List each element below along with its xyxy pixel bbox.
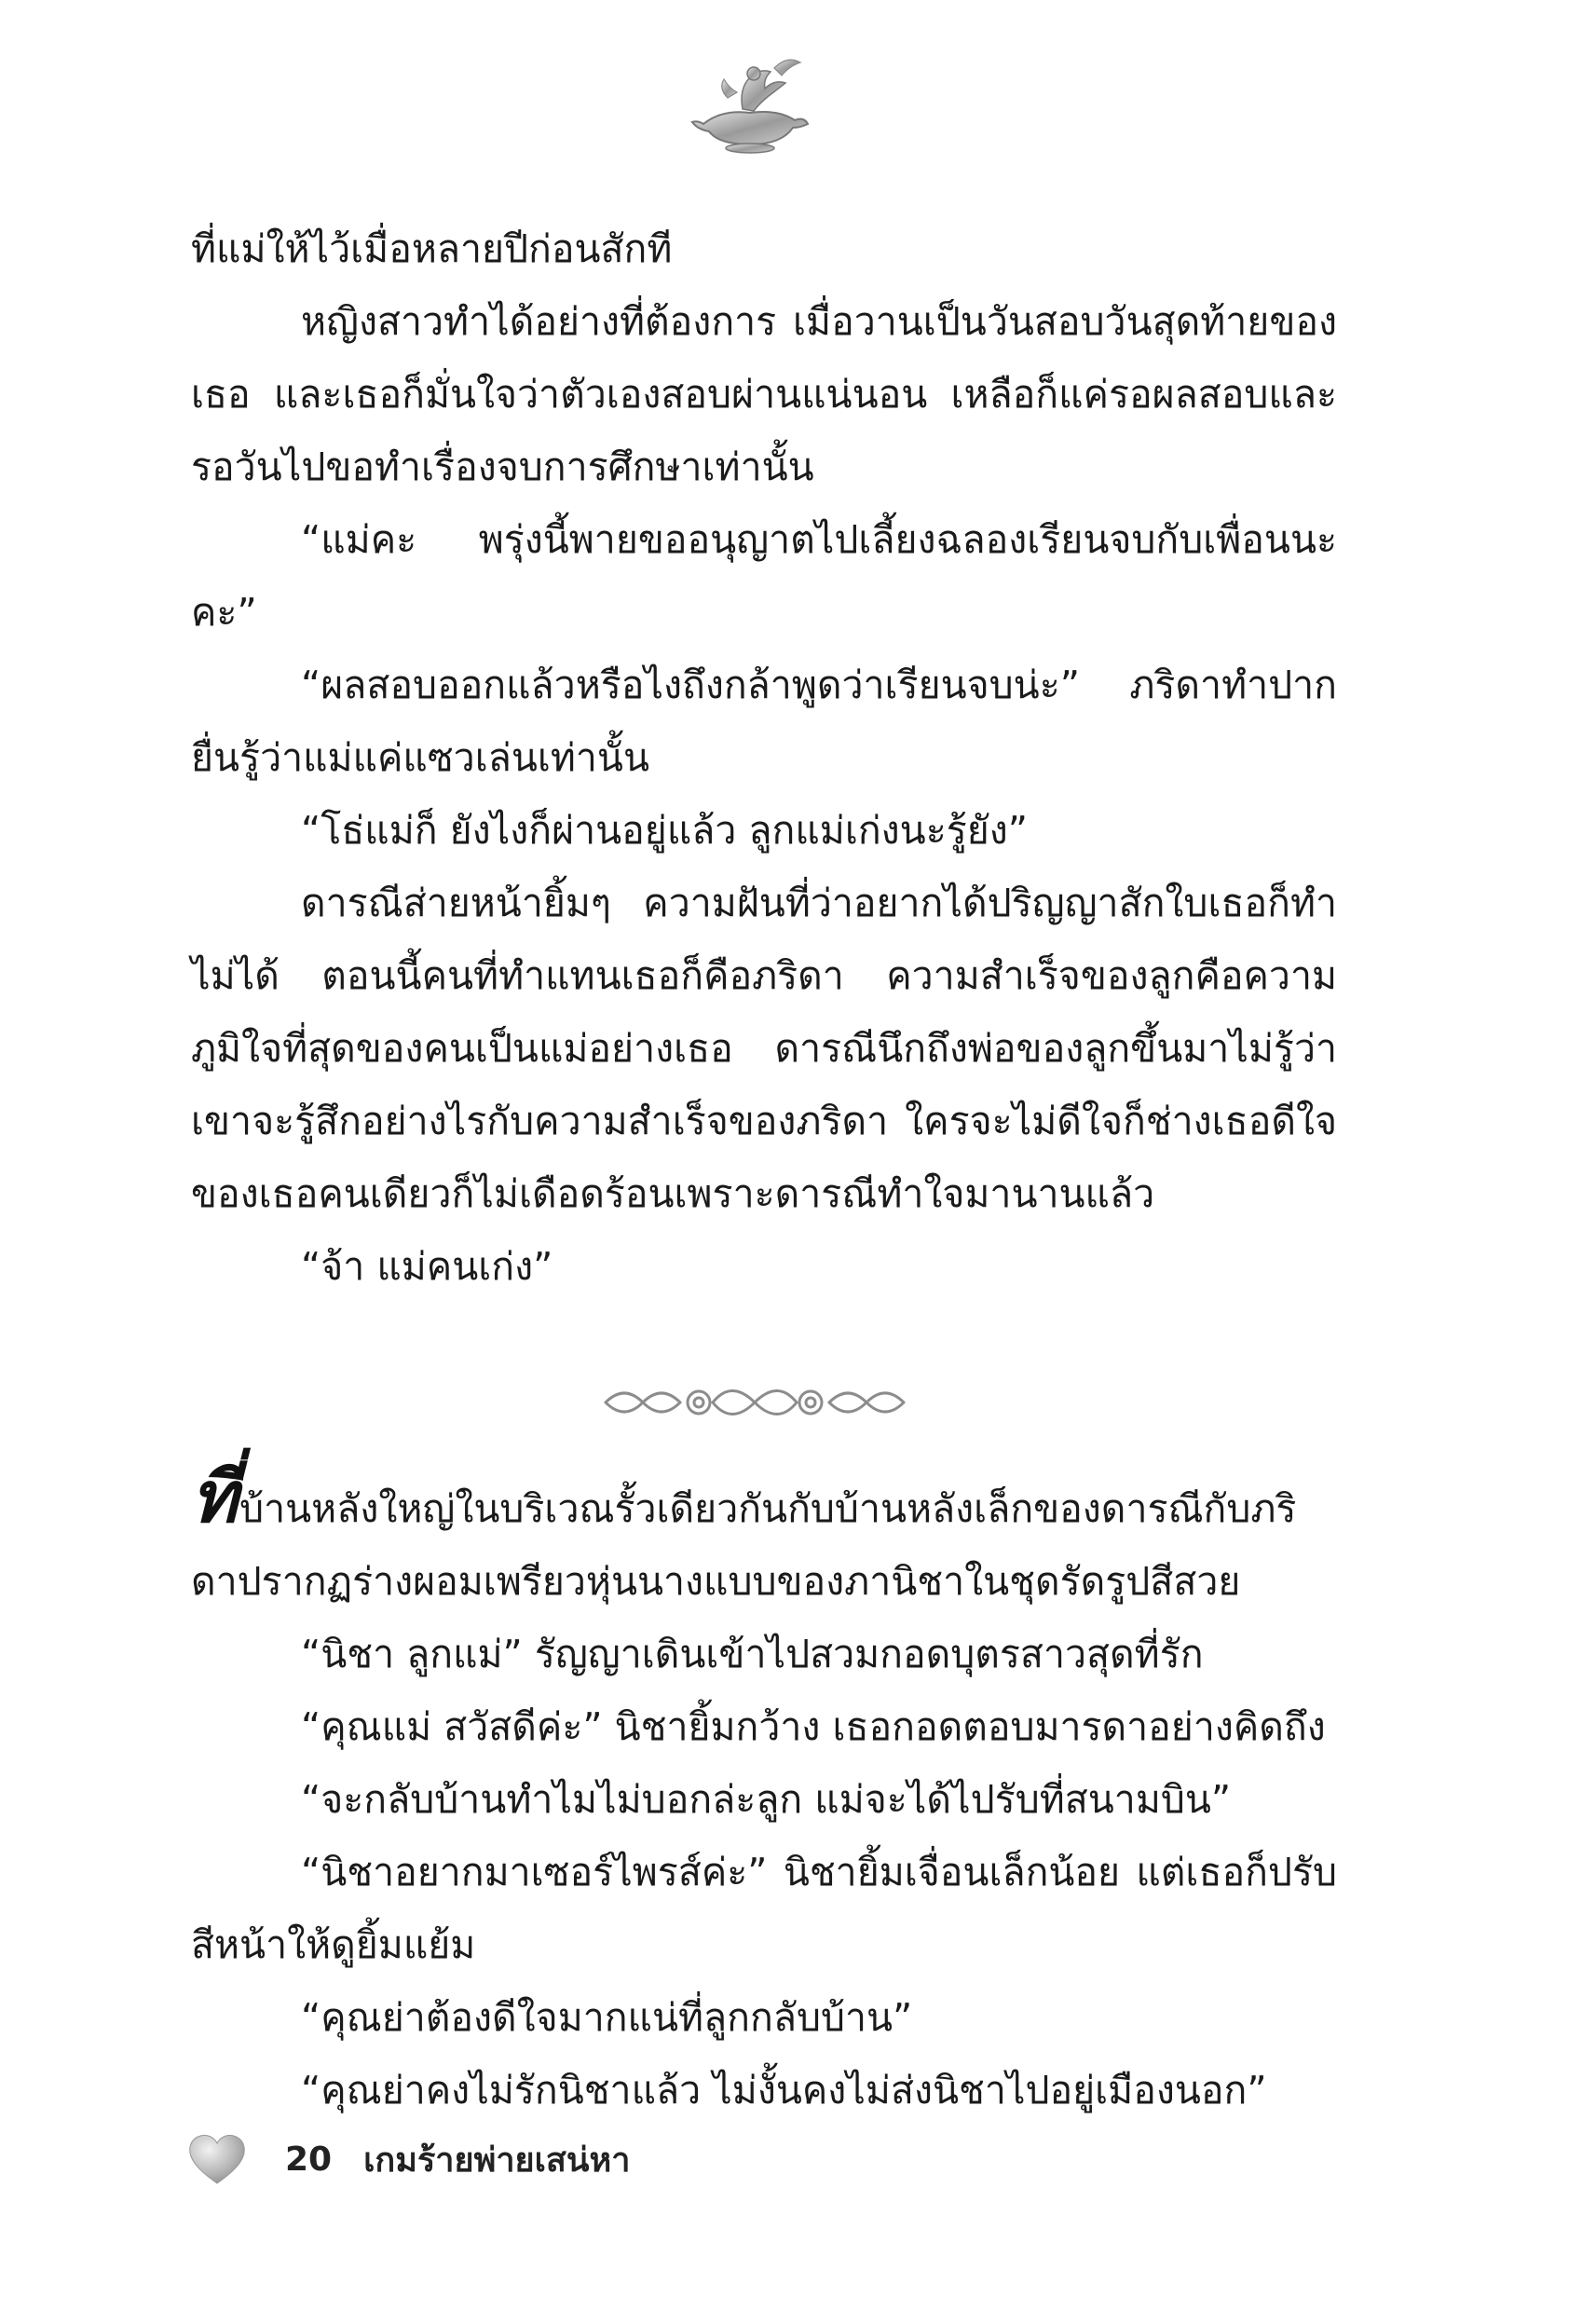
paragraph: “คุณแม่ สวัสดีค่ะ” นิชายิ้มกว้าง เธอกอดตอบมารดาอย่างคิดถึง (301, 1704, 1326, 1749)
lamp-fairy-icon (685, 51, 815, 158)
text-block-bottom (191, 1456, 1337, 2126)
paragraph: “คุณย่าคงไม่รักนิชาแล้ว ไม่งั้นคงไม่ส่งนิชาไปอยู่เมืองนอก” (301, 2068, 1267, 2113)
paragraph: “คุณย่าต้องดีใจมากแน่ที่ลูกกลับบ้าน” (301, 1995, 913, 2040)
paragraph: “จะกลับบ้านทำไมไม่บอกล่ะลูก แม่จะได้ไปรับที่สนามบิน” (301, 1777, 1232, 1822)
paragraph: หญิงสาวทำได้อย่างที่ต้องการ เมื่อวานเป็นวันสอบวันสุดท้ายของเธอ และเธอก็มั่นใจว่าตัวเองสอบผ่านแน่นอน เหลือก็แค่รอผลสอบและรอวันไปขอทำเรื่องจบการศึกษาเท่านั้น (191, 299, 1337, 489)
paragraph: ดารณีส่ายหน้ายิ้มๆ ความฝันที่ว่าอยากได้ปริญญาสักใบเธอก็ทำไม่ได้ ตอนนี้คนที่ทำแทนเธอก็คือภริดา ความสำเร็จของลูกคือความภูมิใจที่สุดของคนเป็นแม่อย่างเธอ ดารณีนึกถึงพ่อของลูกขึ้นมาไม่รู้ว่าเขาจะรู้สึกอย่างไรกับความสำเร็จของภริดา ใครจะไม่ดีใจก็ช่างเธอดีใจของเธอคนเดียวก็ไม่เดือดร้อนเพราะดารณีทำใจมานานแล้ว (191, 881, 1337, 1216)
paragraph: “นิชา ลูกแม่” รัญญาเดินเข้าไปสวมกอดบุตรสาวสุดที่รัก (301, 1632, 1204, 1676)
paragraph: “นิชาอยากมาเซอร์ไพรส์ค่ะ” นิชายิ้มเจื่อนเล็กน้อย แต่เธอก็ปรับสีหน้าให้ดูยิ้มแย้ม (191, 1850, 1337, 1967)
dropcap: ที่ (191, 1456, 239, 1538)
book-title: เกมร้ายพ่ายเสน่หา (363, 2140, 631, 2180)
paragraph: “แม่คะ พรุ่งนี้พายขออนุญาตไปเลี้ยงฉลองเรียนจบกับเพื่อนนะคะ” (191, 517, 1337, 635)
page-number: 20 (285, 2140, 333, 2179)
text-block-top (191, 212, 1337, 1303)
paragraph-text: บ้านหลังใหญ่ในบริเวณรั้วเดียวกันกับบ้านหลังเล็กของดารณีกับภริดาปรากฏร่างผอมเพรียวหุ่นนางแบบของภานิชาในชุดรัดรูปสีสวย (191, 1486, 1297, 1604)
page-footer (186, 2126, 630, 2192)
paragraph: ที่แม่ให้ไว้เมื่อหลายปีก่อนสักที (191, 226, 673, 271)
paragraph: “จ้า แม่คนเก่ง” (301, 1244, 553, 1289)
heart-icon (186, 2131, 248, 2187)
paragraph: “โธ่แม่ก็ ยังไงก็ผ่านอยู่แล้ว ลูกแม่เก่งนะรู้ยัง” (301, 808, 1029, 853)
paragraph: “ผลสอบออกแล้วหรือไงถึงกล้าพูดว่าเรียนจบน่ะ” ภริดาทำปากยื่นรู้ว่าแม่แค่แซวเล่นเท่านั้น (191, 663, 1337, 780)
paragraph-with-dropcap (191, 1456, 1337, 1618)
ornamental-scroll-divider (596, 1370, 913, 1435)
